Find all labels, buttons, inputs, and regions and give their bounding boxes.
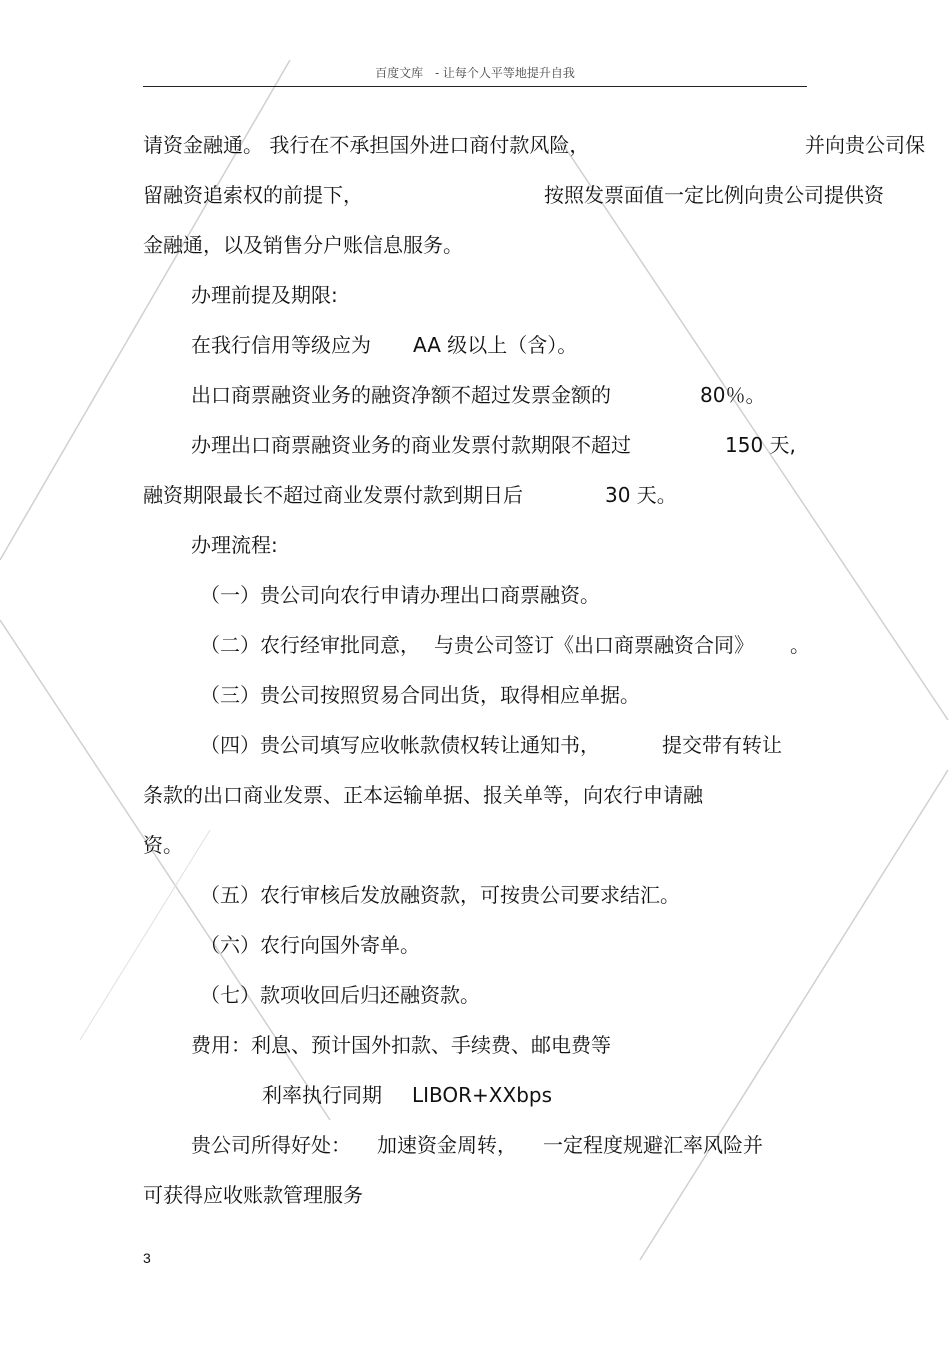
text-line-segment: 条款的出口商业发票、正本运输单据、报关单等，向农行申请融 — [143, 783, 703, 807]
text-line-segment: 。 — [790, 633, 810, 657]
text-line-segment: 一定程度规避汇率风险并 — [543, 1133, 763, 1157]
text-line-segment: （三）贵公司按照贸易合同出货，取得相应单据。 — [200, 683, 640, 707]
text-line-segment: （五）农行审核后发放融资款，可按贵公司要求结汇。 — [200, 883, 680, 907]
text-line-segment: LIBOR+XXbps — [412, 1083, 553, 1107]
text-line-segment: 办理出口商票融资业务的商业发票付款期限不超过 — [191, 433, 631, 457]
page-header: 百度文库 - 让每个人平等地提升自我 — [375, 66, 575, 80]
text-line-segment: 按照发票面值一定比例向贵公司提供资 — [544, 183, 884, 207]
header-rule — [143, 86, 807, 87]
text-line-segment: 费用：利息、预计国外扣款、手续费、邮电费等 — [191, 1033, 611, 1057]
text-line-segment: （一）贵公司向农行申请办理出口商票融资。 — [200, 583, 600, 607]
text-line-segment: AA 级以上（含）。 — [413, 333, 578, 357]
text-line-segment: （七）款项收回后归还融资款。 — [200, 983, 480, 1007]
page-number: 3 — [143, 1250, 151, 1266]
text-line-segment: 留融资追索权的前提下， — [143, 183, 363, 207]
text-line-segment: 80％。 — [700, 383, 766, 407]
text-line-segment: 可获得应收账款管理服务 — [143, 1183, 363, 1207]
text-line-segment: 出口商票融资业务的融资净额不超过发票金额的 — [191, 383, 611, 407]
text-line-segment: （六）农行向国外寄单。 — [200, 933, 420, 957]
text-line-segment: 办理前提及期限: — [191, 283, 338, 307]
text-line-segment: 融资期限最长不超过商业发票付款到期日后 — [143, 483, 523, 507]
text-line-segment: 利率执行同期 — [262, 1083, 382, 1107]
text-line-segment: 金融通，以及销售分户账信息服务。 — [143, 233, 463, 257]
text-line-segment: 请资金融通。 我行在不承担国外进口商付款风险， — [143, 133, 590, 157]
text-line-segment: 提交带有转让 — [662, 733, 782, 757]
text-line-segment: 150 天, — [725, 433, 796, 457]
text-line-segment: 在我行信用等级应为 — [191, 333, 371, 357]
text-line-segment: 并向贵公司保 — [805, 133, 925, 157]
text-line-segment: 与贵公司签订《出口商票融资合同》 — [434, 633, 754, 657]
text-line-segment: （四）贵公司填写应收帐款债权转让通知书， — [200, 733, 600, 757]
text-line-segment: 贵公司所得好处： — [191, 1133, 351, 1157]
text-line-segment: 加速资金周转， — [377, 1133, 517, 1157]
text-line-segment: 30 天。 — [605, 483, 677, 507]
text-line-segment: 资。 — [143, 833, 183, 857]
text-line-segment: （二）农行经审批同意， — [200, 633, 420, 657]
text-line-segment: 办理流程: — [191, 533, 278, 557]
